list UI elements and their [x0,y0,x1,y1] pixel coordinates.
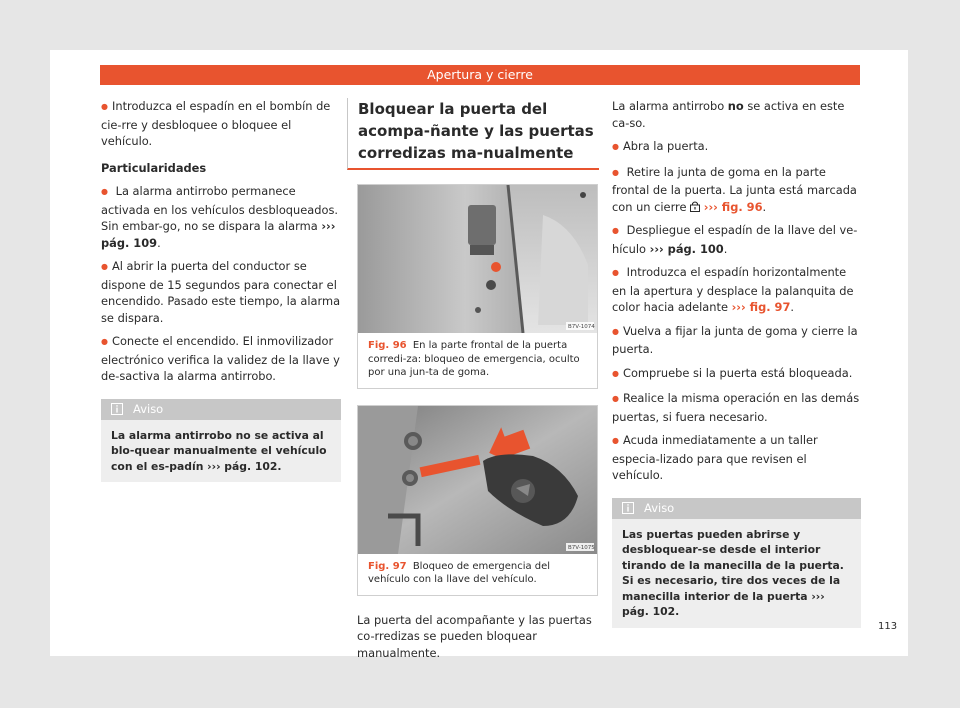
aviso-header [101,399,341,420]
aviso-label: Aviso [133,401,164,416]
intro-text: La alarma antirrobo [612,99,728,113]
list-item: ● Abra la puerta. [612,138,861,157]
image-code: B7V-1075 [568,544,595,551]
figure-caption [358,333,597,388]
page-reference-link[interactable]: ››› pág. 102 [207,459,278,473]
list-item: ● Al abrir la puerta del conductor se dispone de 15 segundos para conectar el encendido. Pasado este tiempo, la alarma se dispara. [101,258,341,326]
list-item-text: Despliegue el espadín de la llave del ve-hículo [612,223,858,256]
subheading: Particularidades [101,160,207,175]
column-left [101,98,341,482]
figure-96 [357,184,598,389]
list-item: ● Realice la misma operación en las demás puertas, si fuera necesario. [612,390,861,425]
column-middle [357,98,598,668]
figure-caption [358,554,597,595]
door-seal-photo [358,185,597,333]
page-number: 113 [878,621,898,632]
list-item: ● Retire la junta de goma en la parte frontal de la puerta. La junta está marcada con un cierre ››› fig. 96. [612,164,861,216]
figure-reference-link[interactable]: ››› fig. 96 [703,199,763,214]
caption-text: En la parte frontal de la puerta corredi-za: bloqueo de emergencia, oculto por una jun-ta de goma. [368,340,580,378]
body-paragraph: La puerta del acompañante y las puertas co-rredizas se pueden bloquear manualmente. [357,612,592,660]
intro-emphasis: no [727,99,744,113]
list-item-text: Retire la junta de goma en la parte frontal de la puerta. La junta está marcada con un cierre [612,164,857,214]
aviso-label: Aviso [644,500,675,515]
aviso-header [612,498,861,519]
aviso-text: La alarma antirrobo no se activa al blo-quear manualmente el vehículo con el es-padín ››› pág. 102. [111,428,327,473]
page-reference-link[interactable]: ››› pág. 100 [649,241,724,256]
info-icon [111,403,123,415]
info-icon [622,502,634,514]
section-title: Bloquear la puerta del acompa-ñante y las puertas corredizas ma-nualmente [347,98,599,170]
caption-text: Bloqueo de emergencia del vehículo con la llave del vehículo. [368,560,551,585]
list-item-text: La alarma antirrobo permanece activada en los vehículos desbloqueados. Sin embar-go, no se dispara la alarma [101,184,338,233]
list-item-text: Introduzca el espadín horizontalmente en la apertura y desplace la palanquita de color hacia adelante [612,265,854,314]
figure-reference-link[interactable]: ››› fig. 97 [731,300,791,314]
lock-icon [690,201,700,212]
aviso-note [612,498,861,628]
figure-number: Fig. 97 [368,560,407,572]
list-item: ● Vuelva a fijar la junta de goma y cierre la puerta. [612,323,861,358]
list-item: ● Introduzca el espadín horizontalmente en la apertura y desplace la palanquita de color hacia adelante ››› fig. 97. [612,264,861,316]
figure-number: Fig. 96 [368,340,407,351]
chapter-header: Apertura y cierre [100,65,860,85]
page-reference-link[interactable]: ››› pág. 109 [101,219,336,250]
list-item: ● Acuda inmediatamente a un taller especia-lizado para que revisen el vehículo. [612,432,861,484]
list-item: ● Despliegue el espadín de la llave del ve-hículo ››› pág. 100. [612,222,861,257]
list-item: ● Conecte el encendido. El inmovilizador electrónico verifica la validez de la llave y de-sactiva la alarma antirrobo. [101,333,341,385]
figure-97 [357,405,598,596]
list-item: ● Introduzca el espadín en el bombín de cie-rre y desbloquee o bloquee el vehículo. [101,98,341,150]
image-code: B7V-1074 [568,324,595,330]
key-lock-photo [358,406,597,554]
aviso-body-text: La alarma antirrobo no se activa al blo-quear manualmente el vehículo con el es-padín [111,428,327,473]
intro-text: se activa en este ca-so. [612,99,845,130]
list-item: ● La alarma antirrobo permanece activada en los vehículos desbloqueados. Sin embar-go, no se dispara la alarma ››› pág. 109. [101,183,341,251]
page-reference-link[interactable]: ››› pág. 102 [622,589,825,618]
aviso-note [101,399,341,483]
intro-paragraph [612,98,861,131]
column-right [612,98,861,628]
aviso-text: Las puertas pueden abrirse y desbloquear-se desde el interior tirando de la manecilla de la puerta. Si es necesario, tire dos veces de la manecilla interior de la puerta ››› pág. 102. [622,527,844,618]
list-item: ● Compruebe si la puerta está bloqueada. [612,365,861,384]
aviso-body-text: Las puertas pueden abrirse y desbloquear-se desde el interior tirando de la manecilla de la puerta. Si es necesario, tire dos veces de la manecilla interior de la puerta [622,527,844,603]
